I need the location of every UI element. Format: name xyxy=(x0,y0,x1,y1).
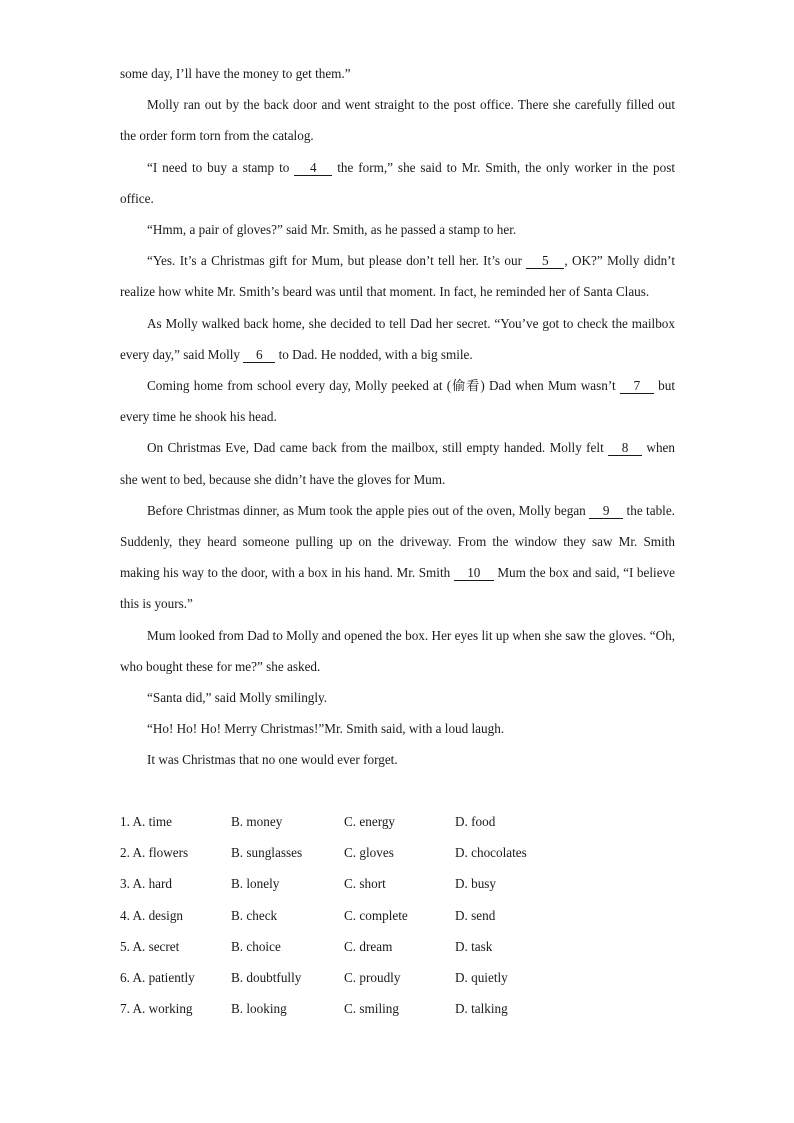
paragraph-text: On Christmas Eve, Dad came back from the mailbox, still empty handed. Molly felt xyxy=(147,440,609,456)
paragraph: some day, I’ll have the money to get them.” xyxy=(120,66,351,81)
paragraph-text: Mum the box and said, “I believe this is yours.” xyxy=(120,565,675,612)
answer-options xyxy=(120,806,675,1024)
option-b: B. choice xyxy=(231,938,281,954)
paragraph: “Hmm, a pair of gloves?” said Mr. Smith, as he passed a stamp to her. xyxy=(147,222,517,238)
option-c: C. complete xyxy=(344,907,408,923)
option-c: C. proudly xyxy=(344,969,401,985)
blank-10: 10 xyxy=(454,565,494,581)
blank-4: 4 xyxy=(294,160,332,176)
option-a: 2. A. flowers xyxy=(120,845,189,861)
option-c: C. dream xyxy=(344,938,393,954)
option-b: B. check xyxy=(231,907,278,923)
paragraph-text: but every time he shook his head. xyxy=(120,378,676,425)
option-d: D. busy xyxy=(455,876,497,892)
blank-5: 5 xyxy=(526,253,564,269)
option-b: B. looking xyxy=(231,1001,287,1017)
option-a: 3. A. hard xyxy=(120,876,173,892)
question-row xyxy=(120,837,675,868)
option-d: D. quietly xyxy=(455,969,508,985)
paragraph-text: Before Christmas dinner, as Mum took the apple pies out of the oven, Molly began xyxy=(147,502,590,518)
paragraph-text: the form,” she said to Mr. Smith, the only worker in the post office. xyxy=(120,159,675,206)
question-row xyxy=(120,806,675,837)
paragraph-text: “Yes. It’s a Christmas gift for Mum, but please don’t tell her. It’s our xyxy=(147,253,527,269)
paragraph xyxy=(120,432,675,494)
option-a: 7. A. working xyxy=(120,1001,193,1017)
paragraph: Mum looked from Dad to Molly and opened the box. Her eyes lit up when she saw the gloves. “Oh, who bought these for me?” she asked. xyxy=(120,627,675,674)
paragraph xyxy=(120,152,675,214)
paragraph-text: Coming home from school every day, Molly peeked at (偷看) Dad when Mum wasn’t xyxy=(147,378,620,394)
passage xyxy=(120,58,675,776)
option-d: D. task xyxy=(455,938,493,954)
paragraph-text: the table. Suddenly, they heard someone pulling up on the driveway. From the window they saw Mr. Smith making his way to the door, with a box in his hand. Mr. Smith xyxy=(120,502,675,581)
paragraph xyxy=(120,370,675,432)
paragraph-text: “I need to buy a stamp to xyxy=(147,159,295,175)
option-d: D. chocolates xyxy=(455,845,527,861)
option-c: C. energy xyxy=(344,814,396,829)
paragraph-text: to Dad. He nodded, with a big smile. xyxy=(275,346,473,362)
option-c: C. gloves xyxy=(344,845,394,861)
option-b: B. lonely xyxy=(231,876,280,892)
question-row xyxy=(120,868,675,899)
option-a: 1. A. time xyxy=(120,814,173,829)
option-c: C. smiling xyxy=(344,1001,399,1017)
question-row xyxy=(120,962,675,993)
option-d: D. talking xyxy=(455,1001,508,1017)
question-row xyxy=(120,900,675,931)
paragraph xyxy=(120,245,675,307)
option-b: B. sunglasses xyxy=(231,845,303,861)
paragraph-text: As Molly walked back home, she decided to tell Dad her secret. “You’ve got to check the mailbox every day,” said Molly xyxy=(120,315,675,362)
option-d: D. food xyxy=(455,814,496,829)
question-row xyxy=(120,931,675,962)
option-b: B. doubtfully xyxy=(231,969,302,985)
paragraph: “Ho! Ho! Ho! Merry Christmas!”Mr. Smith said, with a loud laugh. xyxy=(147,721,505,737)
blank-7: 7 xyxy=(620,378,654,394)
paragraph: Molly ran out by the back door and went straight to the post office. There she carefully filled out the order form torn from the catalog. xyxy=(120,97,675,144)
option-b: B. money xyxy=(231,814,283,829)
blank-6: 6 xyxy=(243,347,275,363)
paragraph-text: when she went to bed, because she didn’t have the gloves for Mum. xyxy=(120,440,675,487)
question-row xyxy=(120,993,675,1024)
option-a: 4. A. design xyxy=(120,907,184,923)
paragraph: It was Christmas that no one would ever forget. xyxy=(147,752,398,768)
option-d: D. send xyxy=(455,907,496,923)
paragraph-text: , OK?” Molly didn’t realize how white Mr. Smith’s beard was until that moment. In fact, he reminded her of Santa Claus. xyxy=(120,253,676,300)
blank-8: 8 xyxy=(608,440,642,456)
option-a: 6. A. patiently xyxy=(120,969,195,985)
paragraph xyxy=(120,308,675,370)
option-a: 5. A. secret xyxy=(120,938,180,954)
option-c: C. short xyxy=(344,876,386,892)
blank-9: 9 xyxy=(589,503,623,519)
paragraph: “Santa did,” said Molly smilingly. xyxy=(147,690,328,706)
paragraph xyxy=(120,495,675,620)
